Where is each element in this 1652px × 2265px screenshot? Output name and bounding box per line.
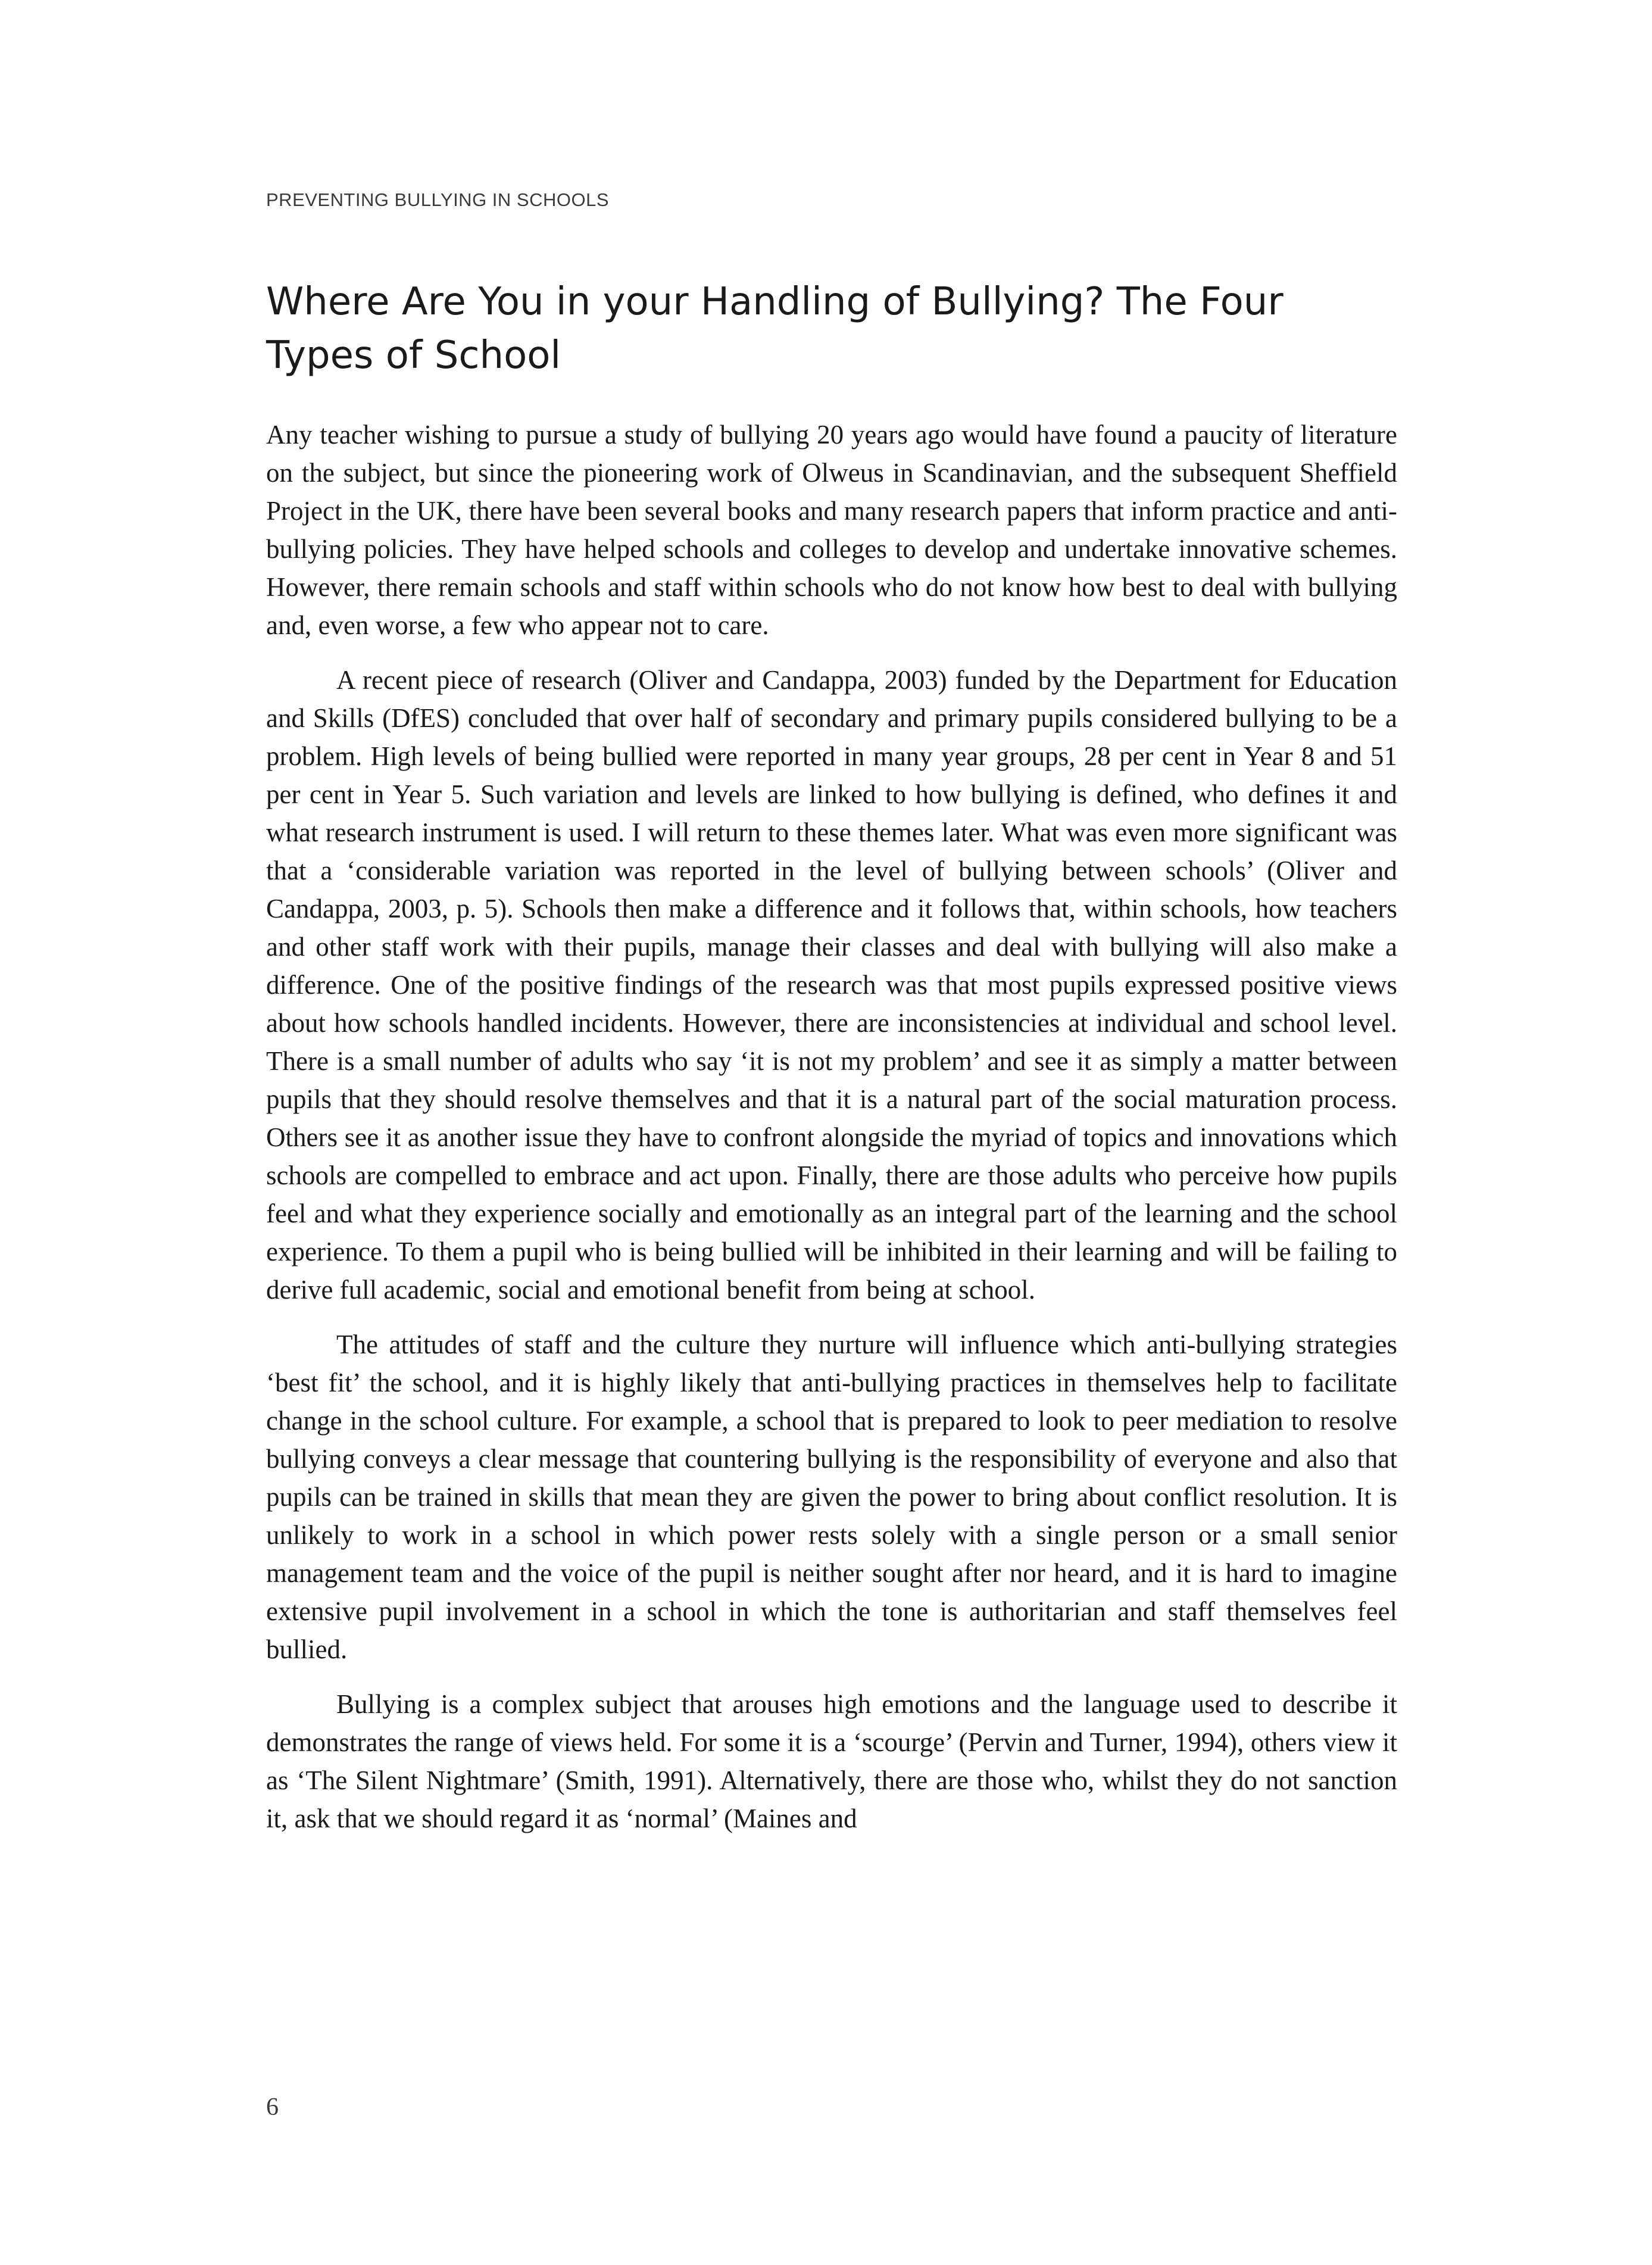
body-text	[266, 416, 1397, 1854]
paragraph: Bullying is a complex subject that arouses high emotions and the language used to describe it demonstrates the range of views held. For some it is a ‘scourge’ (Pervin and Turner, 1994), others view it as ‘The Silent Nightmare’ (Smith, 1991). Alternatively, there are those who, whilst they do not sanction it, ask that we should regard it as ‘normal’ (Maines and	[266, 1689, 1397, 1833]
paragraph: Any teacher wishing to pursue a study of bullying 20 years ago would have found a paucity of literature on the subject, but since the pioneering work of Olweus in Scandinavian, and the subsequent Sheffield Project in the UK, there have been several books and many research papers that inform practice and anti-bullying policies. They have helped schools and colleges to develop and undertake innovative schemes. However, there remain schools and staff within schools who do not know how best to deal with bullying and, even worse, a few who appear not to care.	[266, 420, 1397, 640]
page-number: 6	[266, 2094, 279, 2121]
running-header: PREVENTING BULLYING IN SCHOOLS	[266, 189, 609, 210]
paragraph: A recent piece of research (Oliver and Candappa, 2003) funded by the Department for Education and Skills (DfES) concluded that over half of secondary and primary pupils considered bullying to be a problem. High levels of being bullied were reported in many year groups, 28 per cent in Year 8 and 51 per cent in Year 5. Such variation and levels are linked to how bullying is defined, who defines it and what research instrument is used. I will return to these themes later. What was even more significant was that a ‘considerable variation was reported in the level of bullying between schools’ (Oliver and Candappa, 2003, p. 5). Schools then make a difference and it follows that, within schools, how teachers and other staff work with their pupils, manage their classes and deal with bullying will also make a difference. One of the positive findings of the research was that most pupils expressed positive views about how schools handled incidents. However, there are inconsistencies at individual and school level. There is a small number of adults who say ‘it is not my problem’ and see it as simply a matter between pupils that they should resolve themselves and that it is a natural part of the social maturation process. Others see it as another issue they have to confront alongside the myriad of topics and innovations which schools are compelled to embrace and act upon. Finally, there are those adults who perceive how pupils feel and what they experience socially and emotionally as an integral part of the learning and the school experience. To them a pupil who is being bullied will be inhibited in their learning and will be failing to derive full academic, social and emotional benefit from being at school.	[266, 665, 1397, 1305]
section-heading: Where Are You in your Handling of Bullying? The Four Types of School	[266, 280, 1283, 378]
paragraph: The attitudes of staff and the culture they nurture will influence which anti-bullying strategies ‘best fit’ the school, and it is highly likely that anti-bullying practices in themselves help to facilitate change in the school culture. For example, a school that is prepared to look to peer mediation to resolve bullying conveys a clear message that countering bullying is the responsibility of everyone and also that pupils can be trained in skills that mean they are given the power to bring about conflict resolution. It is unlikely to work in a school in which power rests solely with a single person or a small senior management team and the voice of the pupil is neither sought after nor heard, and it is hard to imagine extensive pupil involvement in a school in which the tone is authoritarian and staff themselves feel bullied.	[266, 1330, 1397, 1664]
